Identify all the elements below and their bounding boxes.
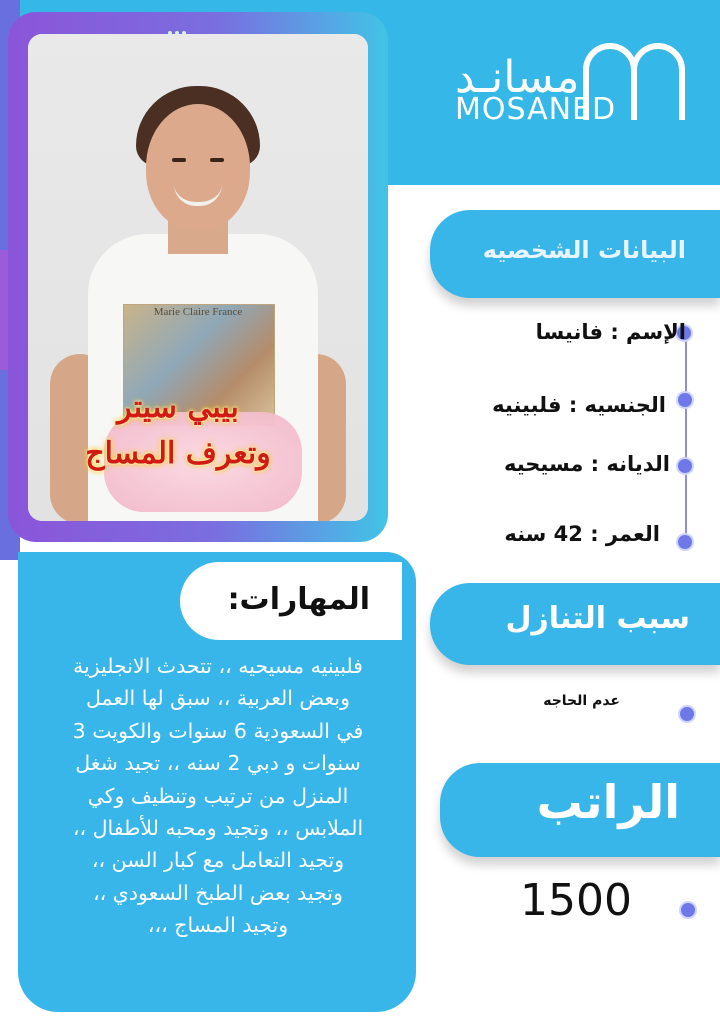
bullet-dot-age	[678, 535, 692, 549]
photo-caption-line2: وتعرف المساج	[85, 436, 271, 471]
salary-heading-text: الراتب	[536, 775, 680, 829]
tablet-camera	[168, 20, 192, 26]
skills-line: المنزل من ترتيب وتنظيف وكي	[87, 783, 349, 808]
skills-line: وتجيد المساج ،،،	[147, 913, 289, 938]
timeline-line	[685, 330, 687, 542]
skills-line: وبعض العربية ،، سبق لها العمل	[85, 686, 351, 711]
field-nationality: الجنسيه : فلبينيه	[492, 393, 666, 417]
photo-eye-right	[210, 158, 224, 162]
bullet-dot-nationality	[678, 393, 692, 407]
salary-heading	[440, 763, 720, 857]
bullet-dot-religion	[678, 459, 692, 473]
personal-data-heading-text: البيانات الشخصيه	[482, 236, 686, 264]
shirt-print-text: Marie Claire France	[153, 306, 243, 318]
field-age: العمر : 42 سنه	[504, 522, 660, 546]
skills-line: الملابس ،، وتجيد ومحبه للأطفال ،،	[72, 816, 364, 841]
skills-line: فلبينيه مسيحيه ،، تتحدث الانجليزية	[73, 654, 363, 678]
photo-face	[146, 104, 250, 230]
field-name: الإسم : فانيسا	[535, 320, 686, 344]
skills-line: في السعودية 6 سنوات والكويت 3	[72, 718, 364, 743]
skills-line: سنوات و دبي 2 سنه ،، تجيد شغل	[75, 751, 361, 776]
skills-line: وتجيد التعامل مع كبار السن ،،	[91, 848, 345, 873]
bullet-dot-reason	[680, 707, 694, 721]
personal-data-heading	[430, 210, 720, 298]
salary-value: 1500	[520, 875, 632, 926]
skills-description	[18, 650, 418, 942]
skills-line: وتجيد بعض الطبخ السعودي ،،	[93, 880, 343, 905]
reason-text: عدم الحاجه	[543, 693, 620, 709]
field-religion: الديانه : مسيحيه	[503, 452, 670, 476]
photo-caption-line1: بيبي سيتر	[117, 390, 239, 425]
bullet-dot-salary	[681, 903, 695, 917]
photo-eye-left	[172, 158, 186, 162]
logo-english: MOSANED	[455, 92, 617, 127]
logo-arabic: مسانـد	[455, 52, 580, 103]
reason-heading	[430, 583, 720, 665]
reason-heading-text: سبب التنازل	[505, 601, 690, 636]
skills-heading: المهارات:	[227, 582, 370, 617]
